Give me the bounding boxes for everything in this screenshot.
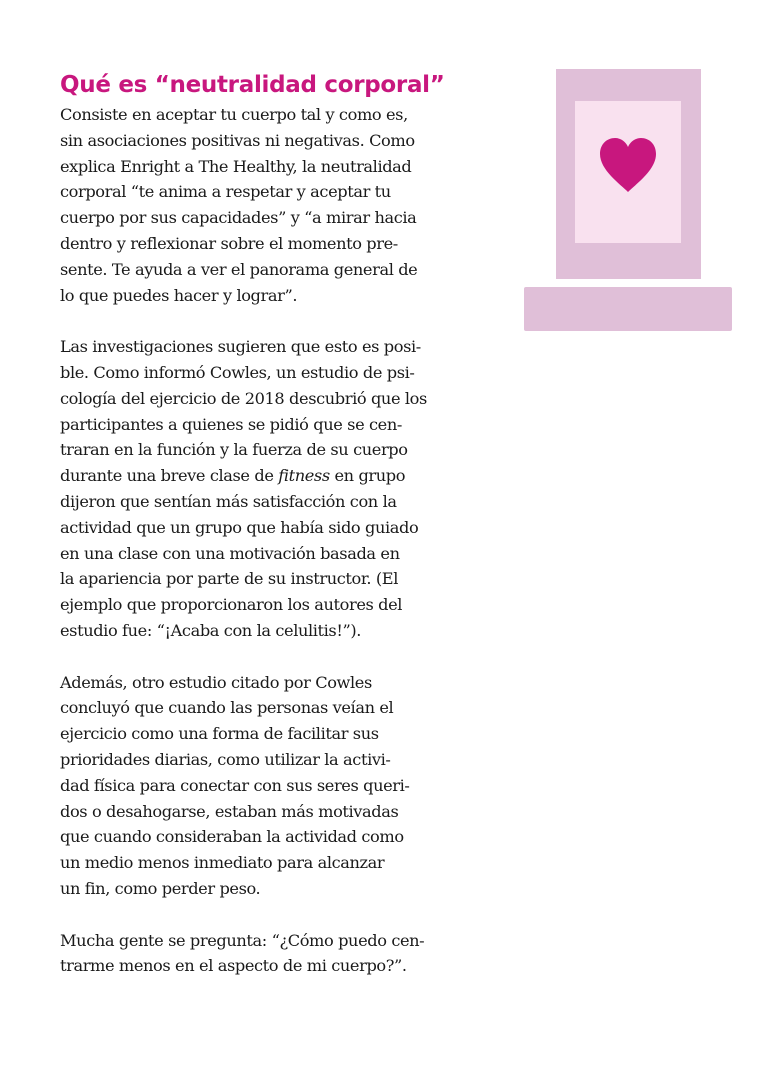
paragraph-2: [60, 334, 510, 644]
text-line: dad física para conectar con sus seres queri-: [60, 775, 410, 795]
article-title: Qué es “neutralidad corporal”: [60, 72, 445, 98]
text-line: dentro y reflexionar sobre el momento pre-: [60, 233, 398, 253]
heart-icon: [598, 137, 658, 193]
text-line: sin asociaciones positivas ni negativas. Como: [60, 130, 415, 150]
text-line: explica Enright a The Healthy, la neutralidad: [60, 156, 412, 176]
text-line: sente. Te ayuda a ver el panorama general de: [60, 259, 418, 279]
text-line: la apariencia por parte de su instructor. (El: [60, 569, 398, 589]
text-line: Además, otro estudio citado por Cowles: [60, 672, 372, 692]
text-line: ejercicio como una forma de facilitar sus: [60, 724, 379, 744]
text-line: en una clase con una motivación basada en: [60, 543, 400, 563]
text-line: Consiste en aceptar tu cuerpo tal y como es,: [60, 105, 408, 124]
text-line: ble. Como informó Cowles, un estudio de psi-: [60, 362, 415, 382]
text-line: que cuando consideraban la actividad como: [60, 827, 404, 847]
text-line: corporal “te anima a respetar y aceptar tu: [60, 182, 391, 202]
text-line: un fin, como perder peso.: [60, 878, 261, 898]
text-line: ejemplo que proporcionaron los autores del: [60, 595, 403, 615]
text-line: cuerpo por sus capacidades” y “a mirar hacia: [60, 208, 417, 228]
text-line: cología del ejercicio de 2018 descubrió que los: [60, 388, 427, 408]
text-line: un medio menos inmediato para alcanzar: [60, 853, 385, 873]
text-line: concluyó que cuando las personas veían el: [60, 698, 394, 718]
text-line: lo que puedes hacer y lograr”.: [60, 285, 298, 305]
text-line: trarme menos en el aspecto de mi cuerpo?”.: [60, 956, 407, 976]
text-line: traran en la función y la fuerza de su cuerpo: [60, 440, 408, 460]
paragraph-3: [60, 670, 510, 902]
text-line: prioridades diarias, como utilizar la activi-: [60, 749, 391, 769]
text-segment: en grupo: [329, 466, 406, 486]
text-line: Las investigaciones sugieren que esto es posi-: [60, 337, 421, 357]
text-line: participantes a quienes se pidió que se cen-: [60, 414, 402, 434]
shelf: [524, 287, 732, 331]
text-line: dos o desahogarse, estaban más motivadas: [60, 801, 399, 821]
text-line: dijeron que sentían más satisfacción con la: [60, 491, 397, 511]
article-body: [60, 102, 510, 1005]
text-line: Mucha gente se pregunta: “¿Cómo puedo cen-: [60, 930, 425, 950]
italic-term: fitness: [278, 466, 330, 486]
paragraph-1: [60, 102, 510, 308]
text-line: actividad que un grupo que había sido guiado: [60, 517, 419, 537]
paragraph-4: [60, 928, 510, 980]
text-line-with-italic: [60, 463, 510, 489]
text-segment: durante una breve clase de: [60, 466, 274, 486]
text-line: estudio fue: “¡Acaba con la celulitis!”).: [60, 620, 361, 640]
